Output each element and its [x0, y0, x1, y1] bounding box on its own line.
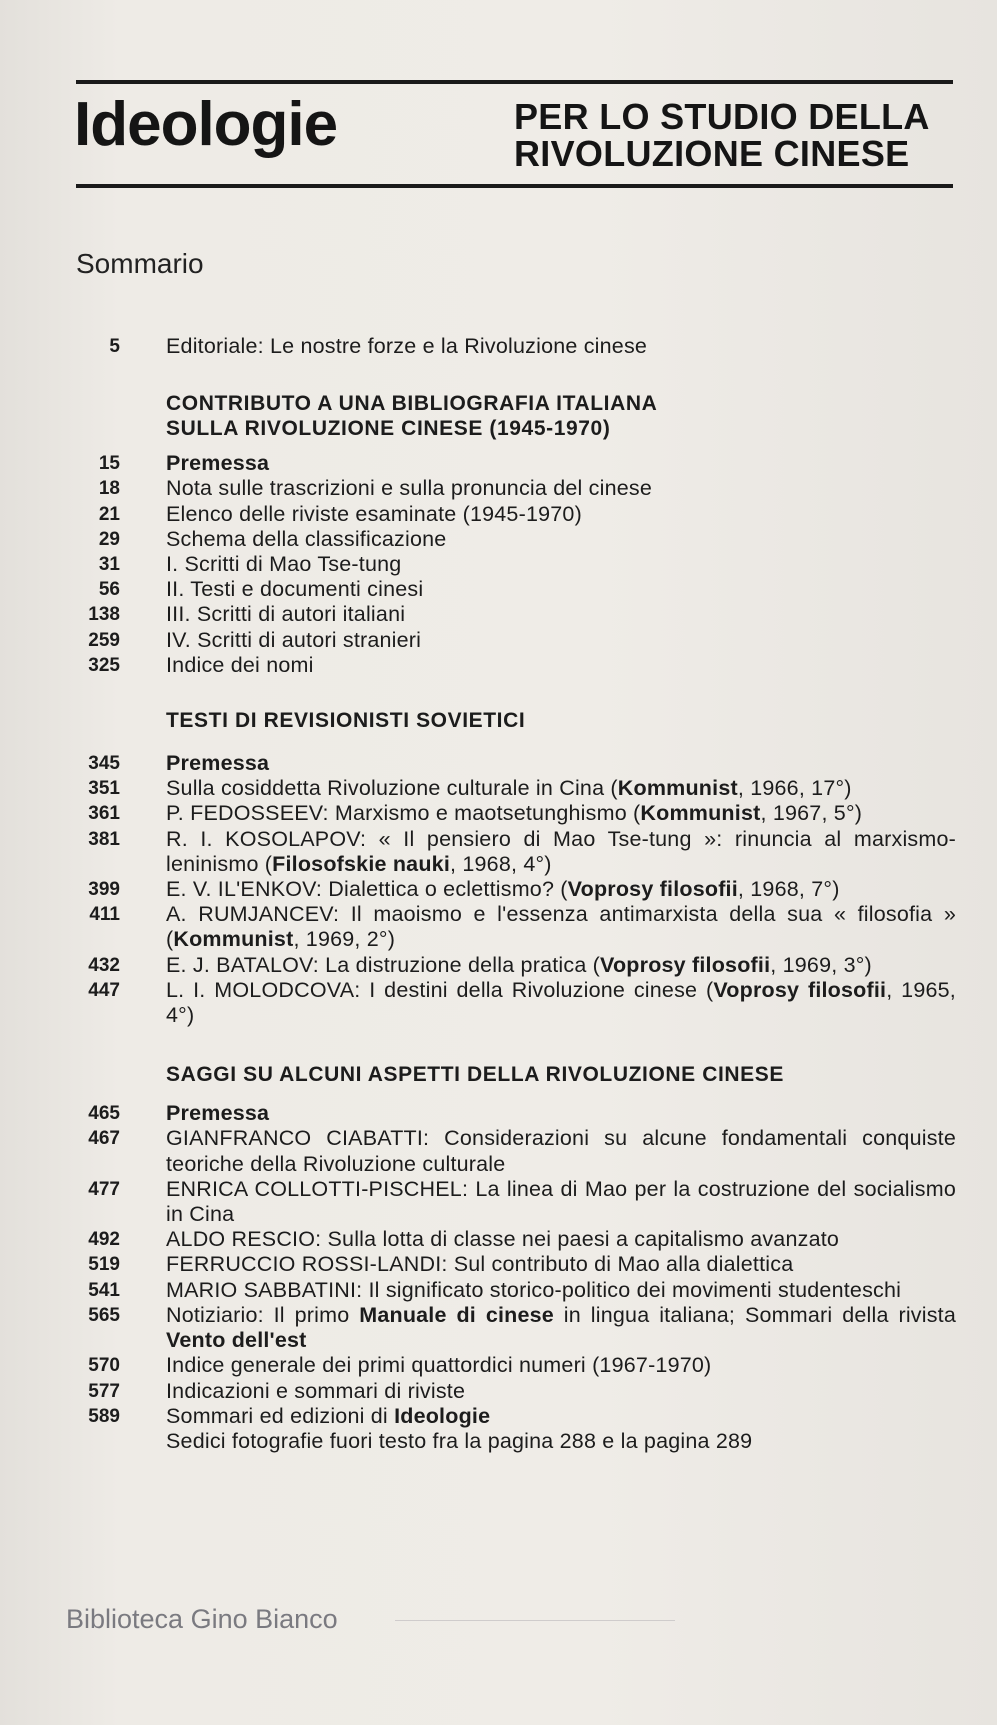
- toc-entry: [76, 1177, 956, 1227]
- page-number: 541: [88, 1279, 120, 1301]
- watermark-underline: [395, 1620, 675, 1621]
- toc-entry: [76, 552, 956, 577]
- page-number: 5: [109, 336, 120, 357]
- entry-title: III. Scritti di autori italiani: [166, 602, 406, 627]
- entry-title: A. RUMJANCEV: Il maoismo e l'essenza antimarxista della sua « filosofia » (Kommunist, 1969, 2°): [166, 902, 956, 952]
- page-number: 565: [88, 1304, 120, 1326]
- toc-entry: [76, 1379, 956, 1404]
- section-heading-line: TESTI DI REVISIONISTI SOVIETICI: [166, 709, 526, 733]
- page-number: 325: [88, 654, 120, 676]
- toc-entry: [76, 902, 956, 952]
- page-number: 492: [88, 1229, 120, 1251]
- entry-title: Sulla cosiddetta Rivoluzione culturale in Cina (Kommunist, 1966, 17°): [166, 776, 852, 801]
- journal-title: Ideologie: [74, 90, 338, 159]
- page-number: 577: [88, 1380, 120, 1402]
- toc-entry: [76, 1278, 956, 1303]
- toc-entry: [76, 1126, 956, 1176]
- toc-entry: [76, 628, 956, 653]
- entry-title: Premessa: [166, 751, 270, 776]
- entry-title: Schema della classificazione: [166, 526, 447, 551]
- page-number: 29: [98, 528, 120, 550]
- entry-title: R. I. KOSOLAPOV: « Il pensiero di Mao Tse-tung »: rinuncia al marxismo-leninismo (Filosofskie nauki, 1968, 4°): [166, 826, 956, 876]
- entry-title: E. J. BATALOV: La distruzione della pratica (Voprosy filosofii, 1969, 3°): [166, 952, 872, 977]
- header-bottom-rule: [76, 184, 953, 188]
- entry-title: Nota sulle trascrizioni e sulla pronuncia del cinese: [166, 476, 653, 501]
- entry-title: II. Testi e documenti cinesi: [166, 577, 424, 602]
- toc-section-heading: [166, 1062, 956, 1087]
- toc-entry: [76, 527, 956, 552]
- sommario-heading: Sommario: [76, 248, 204, 279]
- toc-entry: [76, 502, 956, 527]
- toc-entry: [76, 877, 956, 902]
- toc-entry: [76, 577, 956, 602]
- entry-title: Sommari ed edizioni di Ideologie: [166, 1403, 491, 1428]
- toc-entry: [76, 1404, 956, 1429]
- entry-title: MARIO SABBATINI: Il significato storico-politico dei movimenti studenteschi: [166, 1277, 902, 1302]
- page-number: 259: [88, 629, 120, 651]
- page-number: 18: [98, 478, 120, 500]
- toc-entry: [76, 801, 956, 826]
- journal-subtitle: [514, 98, 930, 172]
- page-number: 21: [98, 503, 120, 525]
- toc-entry: [76, 1101, 956, 1126]
- entry-title: Indicazioni e sommari di riviste: [166, 1378, 466, 1403]
- table-of-contents: [76, 334, 956, 1454]
- header-top-rule: [76, 80, 953, 84]
- toc-section-heading: [166, 708, 956, 733]
- entry-title: Premessa: [166, 451, 270, 476]
- entry-title: P. FEDOSSEEV: Marxismo e maotsetunghismo (Kommunist, 1967, 5°): [166, 801, 863, 826]
- library-watermark: Biblioteca Gino Bianco: [66, 1604, 338, 1634]
- toc-entry: [76, 476, 956, 501]
- page-number: 467: [88, 1128, 120, 1150]
- entry-title: Premessa: [166, 1101, 270, 1126]
- section-heading-line: SAGGI SU ALCUNI ASPETTI DELLA RIVOLUZIONE CINESE: [166, 1063, 784, 1087]
- entry-title: FERRUCCIO ROSSI-LANDI: Sul contributo di Mao alla dialettica: [166, 1252, 794, 1277]
- section-heading-line: SULLA RIVOLUZIONE CINESE (1945-1970): [166, 417, 611, 441]
- toc-entry: [76, 1227, 956, 1252]
- toc-entry: [76, 978, 956, 1028]
- entry-title: Editoriale: Le nostre forze e la Rivoluzione cinese: [166, 334, 648, 358]
- entry-title: I. Scritti di Mao Tse-tung: [166, 552, 402, 577]
- page-number: 381: [88, 828, 120, 850]
- entry-title: Notiziario: Il primo Manuale di cinese in lingua italiana; Sommari della rivista Vento dell'est: [166, 1302, 956, 1353]
- entry-title: Indice dei nomi: [166, 652, 314, 677]
- page-number: 361: [88, 803, 120, 825]
- page-number: 15: [98, 453, 120, 475]
- toc-entry: [76, 1353, 956, 1378]
- entry-title: Elenco delle riviste esaminate (1945-1970): [166, 501, 582, 526]
- page-number: 138: [88, 604, 120, 626]
- toc-entry: [76, 1252, 956, 1277]
- subtitle-line-1: PER LO STUDIO DELLA: [514, 96, 930, 137]
- entry-title: L. I. MOLODCOVA: I destini della Rivoluzione cinese (Voprosy filosofii, 1965, 4°): [166, 977, 956, 1028]
- page-number: 399: [88, 879, 120, 901]
- toc-entry: [76, 451, 956, 476]
- page-number: 56: [98, 579, 120, 601]
- page-number: 465: [88, 1103, 120, 1125]
- entry-title: Sedici fotografie fuori testo fra la pagina 288 e la pagina 289: [166, 1428, 753, 1453]
- page-number: 432: [88, 954, 120, 976]
- toc-entry: [76, 953, 956, 978]
- toc-entry: [76, 1429, 956, 1454]
- toc-entry: [76, 751, 956, 776]
- page-number: 31: [98, 554, 120, 576]
- section-heading-line: CONTRIBUTO A UNA BIBLIOGRAFIA ITALIANA: [166, 392, 658, 416]
- entry-title: E. V. IL'ENKOV: Dialettica o eclettismo? (Voprosy filosofii, 1968, 7°): [166, 877, 840, 902]
- toc-section-heading: [166, 391, 956, 441]
- entry-title: ENRICA COLLOTTI-PISCHEL: La linea di Mao per la costruzione del socialismo in Cina: [166, 1176, 956, 1227]
- page-number: 345: [88, 753, 120, 775]
- toc-entry: [76, 827, 956, 877]
- page-number: 589: [88, 1405, 120, 1427]
- toc-entry: [76, 776, 956, 801]
- page-number: 351: [88, 778, 120, 800]
- entry-title: GIANFRANCO CIABATTI: Considerazioni su alcune fondamentali conquiste teoriche della Rivoluzione culturale: [166, 1126, 956, 1176]
- toc-entry: [76, 602, 956, 627]
- entry-title: Indice generale dei primi quattordici numeri (1967-1970): [166, 1353, 712, 1378]
- subtitle-line-2: RIVOLUZIONE CINESE: [514, 133, 910, 174]
- page-number: 570: [88, 1355, 120, 1377]
- toc-entry: [76, 653, 956, 678]
- toc-entry: [76, 334, 956, 359]
- toc-entry: [76, 1303, 956, 1353]
- entry-title: ALDO RESCIO: Sulla lotta di classe nei paesi a capitalismo avanzato: [166, 1227, 840, 1252]
- page-number: 477: [88, 1178, 120, 1200]
- page-number: 447: [88, 979, 120, 1001]
- page-number: 519: [88, 1254, 120, 1276]
- entry-title: IV. Scritti di autori stranieri: [166, 627, 422, 652]
- page-number: 411: [89, 904, 120, 926]
